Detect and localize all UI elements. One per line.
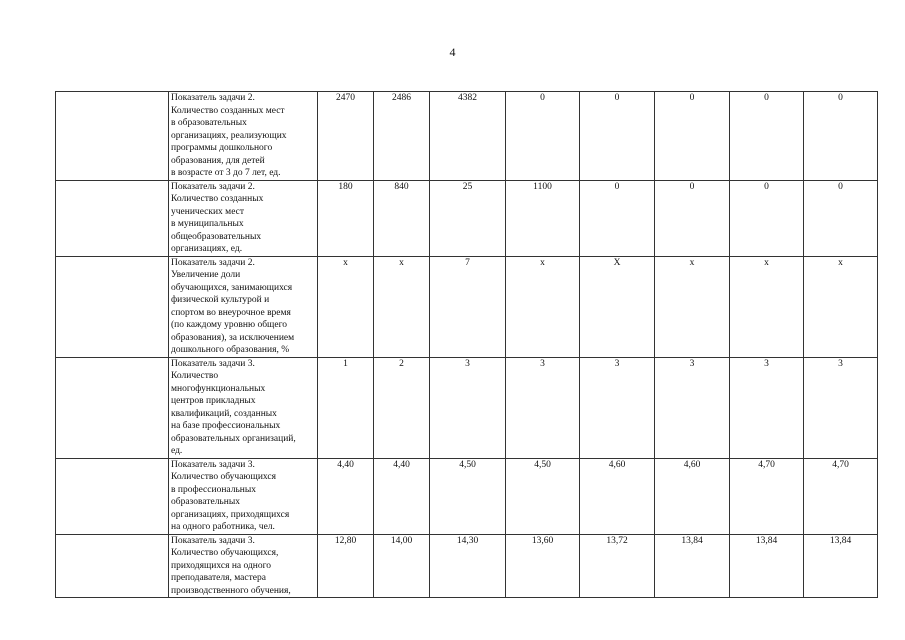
value-cell: 13,84	[730, 534, 804, 598]
value-cell: х	[730, 256, 804, 357]
indicator-label-line: образовательных организаций,	[171, 433, 296, 444]
indicator-label-cell	[169, 180, 318, 256]
indicator-label-cell	[169, 458, 318, 534]
value-cell: х	[506, 256, 580, 357]
indicator-label-cell	[169, 357, 318, 458]
indicator-label-line: обучающихся, занимающихся	[171, 282, 293, 293]
indicator-label-line: программы дошкольного	[171, 143, 273, 153]
value-cell: 12,80	[318, 534, 374, 598]
value-cell: 4,70	[730, 458, 804, 534]
table-cell-empty	[56, 458, 169, 534]
value-cell: 4,60	[655, 458, 730, 534]
table-cell-empty	[56, 534, 169, 598]
indicator-label-line: многофункциональных	[171, 383, 266, 394]
value-cell: 0	[580, 92, 655, 181]
indicator-label-line: Показатель задачи 3.	[171, 459, 255, 470]
value-cell: 4382	[430, 92, 506, 181]
indicator-label-line: производственного обучения,	[171, 585, 291, 596]
indicator-label-line: центров прикладных	[171, 396, 256, 406]
value-cell: Х	[580, 256, 655, 357]
value-cell: 4,40	[318, 458, 374, 534]
indicator-label-line: физической культурой и	[171, 295, 270, 305]
table-cell-empty	[56, 357, 169, 458]
value-cell: 7	[430, 256, 506, 357]
indicator-label-line: в муниципальных	[171, 219, 244, 229]
indicator-label-line: (по каждому уровню общего	[171, 320, 287, 330]
indicator-label-line: спортом во внеурочное время	[171, 307, 291, 318]
value-cell: х	[318, 256, 374, 357]
indicator-label-line: квалификаций, созданных	[171, 408, 277, 419]
value-cell: 13,84	[655, 534, 730, 598]
value-cell: 1	[318, 357, 374, 458]
value-cell: 0	[804, 180, 878, 256]
indicator-label-line: Количество	[171, 371, 219, 381]
value-cell: 2	[374, 357, 430, 458]
value-cell: 180	[318, 180, 374, 256]
indicator-label-line: образовательных	[171, 497, 240, 507]
value-cell: 0	[655, 92, 730, 181]
value-cell: 0	[730, 180, 804, 256]
indicator-label-line: Показатель задачи 2.	[171, 181, 255, 192]
value-cell: 1100	[506, 180, 580, 256]
value-cell: 3	[730, 357, 804, 458]
indicator-label-line: Показатель задачи 3.	[171, 535, 255, 546]
indicator-label-cell	[169, 92, 318, 181]
indicator-label-line: в образовательных	[171, 118, 247, 128]
indicator-label-line: дошкольного образования, %	[171, 345, 290, 355]
value-cell: х	[374, 256, 430, 357]
value-cell: 14,00	[374, 534, 430, 598]
indicator-label-line: Количество созданных мест	[171, 105, 285, 116]
table-row	[56, 180, 878, 256]
indicator-label-line: организациях, реализующих	[171, 130, 287, 141]
indicator-label-line: Количество обучающихся,	[171, 548, 279, 558]
value-cell: 2486	[374, 92, 430, 181]
value-cell: 3	[430, 357, 506, 458]
indicators-table	[55, 91, 878, 598]
value-cell: х	[655, 256, 730, 357]
value-cell: 0	[506, 92, 580, 181]
value-cell: 4,70	[804, 458, 878, 534]
table-row	[56, 92, 878, 181]
table-cell-empty	[56, 180, 169, 256]
indicator-label-line: ед.	[171, 446, 183, 456]
value-cell: 13,60	[506, 534, 580, 598]
indicator-label-line: в возрасте от 3 до 7 лет, ед.	[171, 168, 281, 178]
indicator-label-line: на базе профессиональных	[171, 421, 281, 431]
value-cell: 4,50	[506, 458, 580, 534]
value-cell: 3	[655, 357, 730, 458]
table-row	[56, 458, 878, 534]
indicator-label-line: преподавателя, мастера	[171, 573, 266, 583]
indicator-label-line: организациях, ед.	[171, 244, 243, 254]
indicator-label-line: Показатель задачи 3.	[171, 358, 255, 369]
value-cell: 14,30	[430, 534, 506, 598]
indicator-label-line: Количество обучающихся	[171, 472, 276, 482]
table-cell-empty	[56, 256, 169, 357]
indicator-label-line: Увеличение доли	[171, 270, 241, 280]
indicator-label-line: Показатель задачи 2.	[171, 257, 255, 268]
indicator-label-line: на одного работника, чел.	[171, 522, 275, 532]
table-row	[56, 534, 878, 598]
value-cell: 3	[506, 357, 580, 458]
indicator-label-cell	[169, 256, 318, 357]
table-row	[56, 357, 878, 458]
value-cell: 0	[730, 92, 804, 181]
value-cell: 13,72	[580, 534, 655, 598]
value-cell: 3	[580, 357, 655, 458]
table-row	[56, 256, 878, 357]
value-cell: х	[804, 256, 878, 357]
indicator-label-line: общеобразовательных	[171, 231, 262, 242]
value-cell: 2470	[318, 92, 374, 181]
value-cell: 4,50	[430, 458, 506, 534]
indicator-label-line: в профессиональных	[171, 484, 256, 495]
value-cell: 0	[580, 180, 655, 256]
indicator-label-line: Показатель задачи 2.	[171, 93, 255, 103]
indicator-label-line: приходящихся на одного	[171, 560, 272, 571]
table-cell-empty	[56, 92, 169, 181]
indicator-label-line: организациях, приходящихся	[171, 509, 290, 520]
indicator-label-line: образования), за исключением	[171, 332, 295, 343]
indicator-label-line: Количество созданных	[171, 194, 264, 204]
value-cell: 0	[804, 92, 878, 181]
value-cell: 25	[430, 180, 506, 256]
value-cell: 13,84	[804, 534, 878, 598]
indicator-label-cell	[169, 534, 318, 598]
page-number: 4	[449, 45, 456, 59]
indicator-label-line: ученических мест	[171, 206, 245, 217]
value-cell: 840	[374, 180, 430, 256]
value-cell: 4,60	[580, 458, 655, 534]
value-cell: 0	[655, 180, 730, 256]
value-cell: 3	[804, 357, 878, 458]
indicator-label-line: образования, для детей	[171, 155, 265, 166]
value-cell: 4,40	[374, 458, 430, 534]
